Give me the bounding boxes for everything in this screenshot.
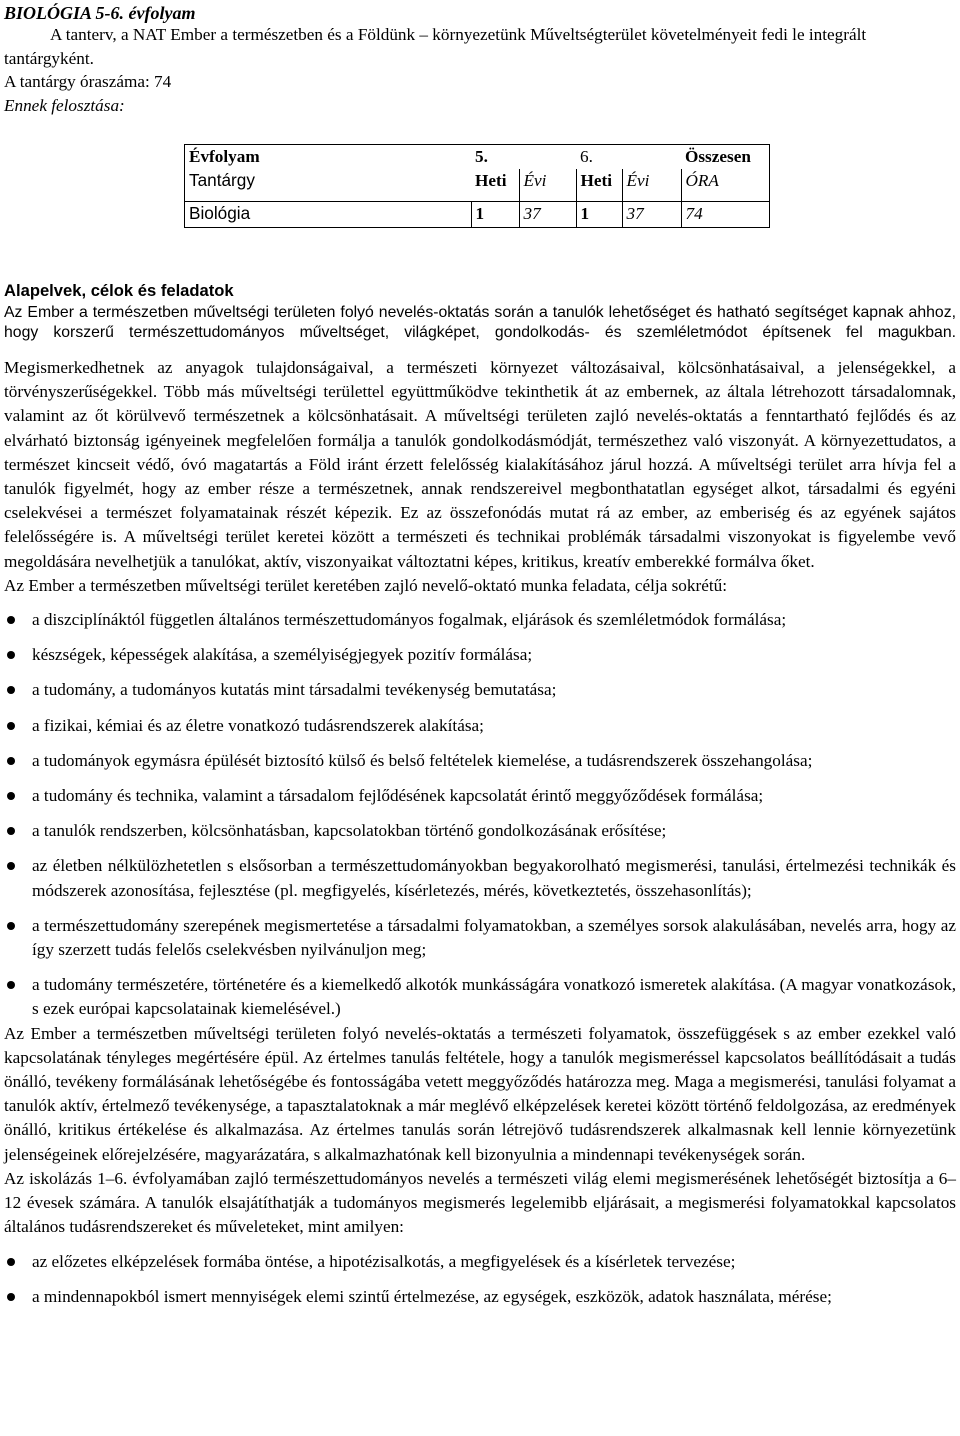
body-text [4, 356, 956, 1309]
list-item: a mindennapokból ismert mennyiségek elemi szintű értelmezése, az egységek, eszközök, adatok használata, mérése; [4, 1285, 956, 1309]
hours-table [184, 144, 770, 228]
schooling-paragraph: Az iskolázás 1–6. évfolyamában zajló természettudományos nevelés a természeti világ elemi megismerésének lehetőségét biztosítja a 6–12 évesek számára. A tanulók elsajátíthatják a tudományos megismerés legelemibb eljárásait, a megismerési folyamatokkal kapcsolatos általános tudásrendszereket és műveleteket, mint amilyen: [4, 1168, 956, 1237]
list-item: készségek, képességek alakítása, a személyiségjegyek pozitív formálása; [4, 643, 956, 667]
grade6-evi-label: Évi [622, 169, 681, 202]
tasks-bullet-list [4, 608, 956, 1022]
list-item: a tudományok egymásra épülését biztosító külső és belső feltételek kiemelése, a tudásrendszerek összehangolása; [4, 749, 956, 773]
total-cell: 74 [681, 202, 770, 228]
list-item: az előzetes elképzelések formába öntése, a hipotézisalkotás, a megfigyelések és a kísérletek tervezése; [4, 1250, 956, 1274]
grade5-header: 5. [471, 145, 519, 170]
table-subheader-row [185, 169, 770, 202]
hours-line: A tantárgy óraszáma: 74 [4, 72, 172, 91]
document-title: BIOLÓGIA 5-6. évfolyam [4, 3, 196, 23]
subject-cell: Biológia [185, 202, 472, 228]
section-heading: Alapelvek, célok és feladatok [4, 281, 234, 300]
list-item: az életben nélkülözhetetlen s elsősorban a természettudományokban begyakorolható megismerési, tanulási, értelmezési technikák és módszerek azonosítása, fejlesztése (pl. megfigyelés, kísérletezés, mérés, következtetés, összehasonlítás); [4, 854, 956, 902]
tasks-intro-paragraph: Az Ember a természetben műveltségi terület keretében zajló nevelő-oktató munka feladata, célja sokrétű: [4, 575, 727, 595]
total-ora-label: ÓRA [681, 169, 770, 202]
table-row [185, 202, 770, 228]
principles-paragraph-continued: Megismerkedhetnek az anyagok tulajdonságaival, a természeti környezet változásaival, kölcsönhatásaival, a jelenségekkel, a törvényszerűségekkel. Több más műveltségi területtel együttműködve tekinthetik át az embernek, az általa létrehozott társadalomnak, valamint az őt körülvevő természetnek a kölcsönhatásait. A műveltségi területen zajló nevelés-oktatás a fenntartható fejlődés és az elvárható biztonság igényeinek megfelelően formálja a tanulók gondolkodásmódját, természethez való viszonyát. A környezettudatos, a természet kincseit védő, óvó magatartás a Föld iránt érzett felelősség kialakításához járul hozzá. A műveltségi terület arra hívja fel a tanulók figyelmét, hogy az ember része a természetnek, annak rendszereivel megbonthatatlan egységet alkot, társadalmi és egyéni cselekvései a természet folyamatainak részét képezik. Ez az összefonódás mutat rá az ember, az emberiség és az egyének sajátos felelősségére is. A műveltségi terület keretei között a természeti és technikai problémák társadalmi viszonyokat is figyelembe vevő megoldására nevelhetjük a tanulókat, aktív, viszonyaikat változtatni képes, kritikus, kreatív emberekké formálva őket. [4, 358, 956, 571]
total-header: Összesen [681, 145, 770, 170]
list-item: a fizikai, kémiai és az életre vonatkozó tudásrendszerek alakítása; [4, 714, 956, 738]
grade5-heti-label: Heti [471, 169, 519, 202]
g5-evi-cell: 37 [519, 202, 576, 228]
col-tantargy-header: Tantárgy [185, 169, 472, 202]
col-evfolyam-header: Évfolyam [185, 145, 472, 170]
grade6-header: 6. [576, 145, 622, 170]
list-item: a tudomány, a tudományos kutatás mint társadalmi tevékenység bemutatása; [4, 678, 956, 702]
list-item: a diszciplínáktól független általános természettudományos fogalmak, eljárások és szemléletmódok formálása; [4, 608, 956, 632]
intro-paragraph: A tanterv, a NAT Ember a természetben és a Földünk – környezetünk Műveltségterület követelményeit fedi le integrált tantárgyként. [4, 25, 867, 68]
learning-paragraph: Az Ember a természetben műveltségi területen folyó nevelés-oktatás a természeti folyamatok, összefüggések s az ember ezekkel való kapcsolatának tényleges megértésére épül. Az értelmes tanulás feltétele, hogy a tanulók megismeréssel kapcsolatos beállítódásait a tudás önálló, tevékeny formálásának lehetőségébe és fontosságába vetett meggyőződés határozza meg. Maga a megismerési, tanulási folyamat a tanulók aktív, értelmező tevékenysége, a tapasztalatoknak a már meglévő elképzelések keretei között történő feldolgozása, az eredmények önálló, kritikus értékelése és alkalmazása. Az értelmes tanulás során létrejövő tudásrendszerek alkalmasnak kell lennie környezetünk jelenségeinek előrejelzésére, magyarázatára, s alkalmazhatónak kell bizonyulnia a mindennapi tevékenységek során. [4, 1023, 956, 1164]
g6-heti-cell: 1 [576, 202, 622, 228]
g5-heti-cell: 1 [471, 202, 519, 228]
list-item: a tudomány és technika, valamint a társadalom fejlődésének kapcsolatát érintő meggyőződések formálása; [4, 784, 956, 808]
g6-evi-cell: 37 [622, 202, 681, 228]
grade6-heti-label: Heti [576, 169, 622, 202]
list-item: a tudomány természetére, történetére és a kiemelkedő alkotók munkásságára vonatkozó ismeretek alakítása. (A magyar vonatkozások, s ezek európai kapcsolatainak kiemelésével.) [4, 973, 956, 1021]
list-item: a természettudomány szerepének megismertetése a társadalmi folyamatokban, a személyes sorsok alakulásában, nevelés arra, hogy az így szerzett tudás felelős cselekvésben nyilvánuljon meg; [4, 914, 956, 962]
grade5-evi-label: Évi [519, 169, 576, 202]
list-item: a tanulók rendszerben, kölcsönhatásban, kapcsolatokban történő gondolkozásának erősítése; [4, 819, 956, 843]
principles-paragraph-sans: Az Ember a természetben műveltségi területen folyó nevelés-oktatás során a tanulók lehetőséget és hatható segítséget kapnak ahhoz, hogy korszerű természettudományos műveltséget, világképet, gondolkodás- és szemléletmódot építsenek fel magukban. [4, 304, 956, 341]
distribution-label: Ennek felosztása: [4, 95, 125, 115]
intro-block [4, 23, 956, 117]
table-header-row [185, 145, 770, 170]
methods-bullet-list [4, 1250, 956, 1309]
